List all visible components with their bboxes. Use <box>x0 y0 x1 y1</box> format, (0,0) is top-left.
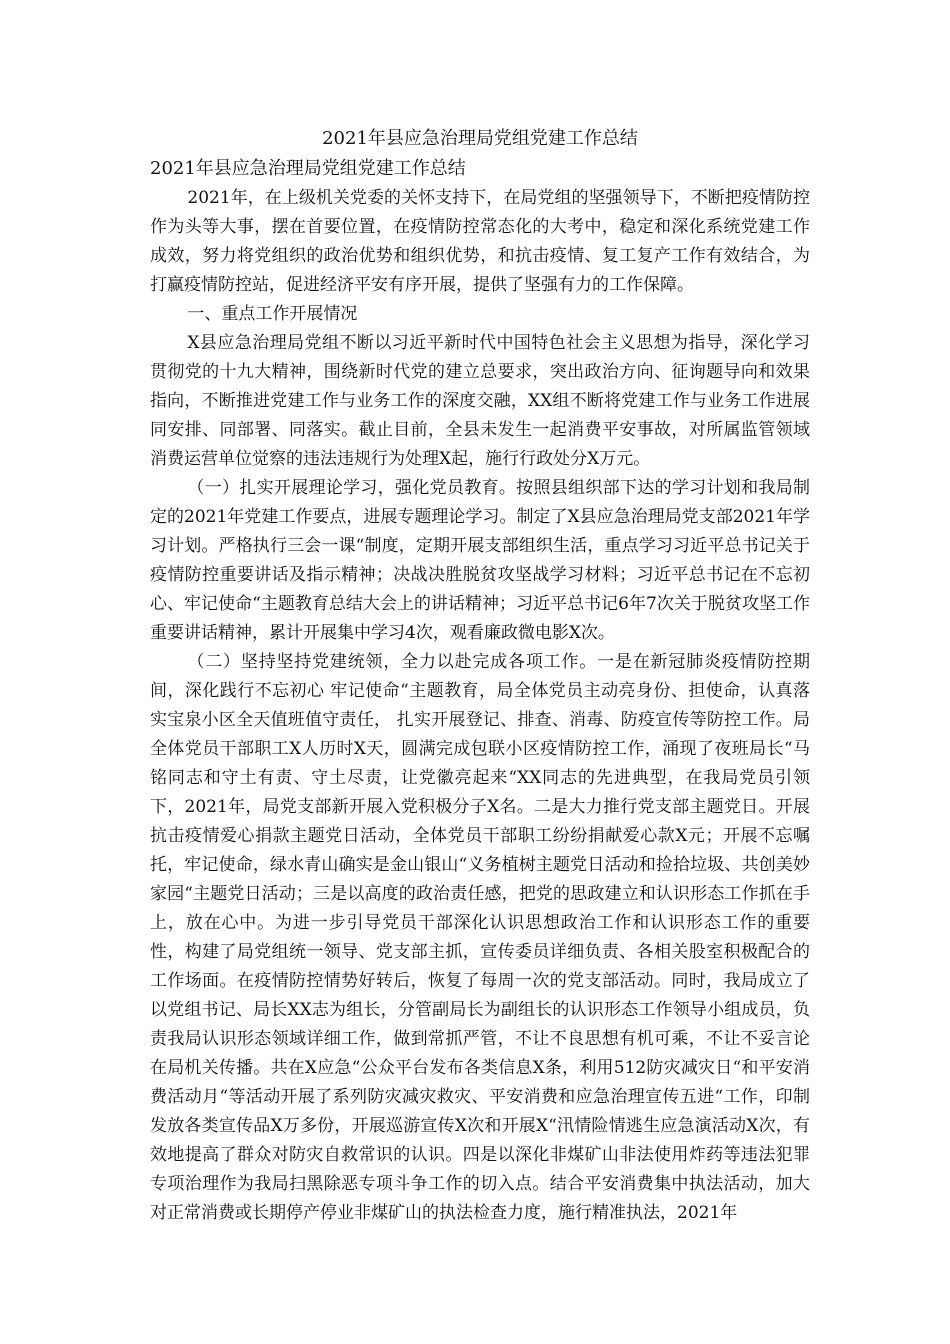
paragraph-intro: 2021年，在上级机关党委的关怀支持下，在局党组的坚强领导下，不断把疫情防控作为头等大事，摆在首要位置，在疫情防控常态化的大考中，稳定和深化系统党建工作成效，努力将党组织的政治优势和组织优势，和抗击疫情、复工复产工作有效结合，为打赢疫情防控站，促进经济平安有序开展，提供了坚强有力的工作保障。 <box>150 188 810 295</box>
paragraph-theory-study: （一）扎实开展理论学习，强化党员教育。按照县组织部下达的学习计划和我局制定的2021年党建工作要点，进展专题理论学习。制定了X县应急治理局党支部2021年学习计划。严格执行三会一课“制度，定期开展支部组织生活，重点学习习近平总书记关于疫情防控重要讲话及指示精神；决战决胜脱贫攻坚战学习材料；习近平总书记在不忘初心、牢记使命“主题教育总结大会上的讲话精神；习近平总书记6年7次关于脱贫攻坚工作重要讲话精神，累计开展集中学习4次，观看廉政微电影X次。 <box>150 478 810 643</box>
document-title: 2021年县应急治理局党组党建工作总结 <box>322 128 638 149</box>
document-page <box>150 124 810 1228</box>
document-subtitle: 2021年县应急治理局党组党建工作总结 <box>150 158 466 179</box>
section-heading-key-work: 一、重点工作开展情况 <box>187 304 358 324</box>
paragraph-overview: X县应急治理局党组不断以习近平新时代中国特色社会主义思想为指导，深化学习贯彻党的十九大精神，围绕新时代党的建立总要求，突出政治方向、征询题导向和效果指向，不断推进党建工作与业务工作的深度交融，XX组不断将党建工作与业务工作进展同安排、同部署、同落实。截止目前，全县未发生一起消费平安事故，对所属监管领域消费运营单位觉察的违法违规行为处理X起，施行行政处分X万元。 <box>150 333 810 469</box>
paragraph-party-leadership: （二）坚持坚持党建统领，全力以赴完成各项工作。一是在新冠肺炎疫情防控期间，深化践行不忘初心 牢记使命“主题教育，局全体党员主动亮身份、担使命，认真落实宝泉小区全天值班值守责任， 扎实开展登记、排查、消毒、防疫宣传等防控工作。局全体党员干部职工X人历时X天，圆满完成包联小区疫情防控工作，涌现了夜班局长“马铭同志和守土有责、守土尽责，让党徽亮起来“XX同志的先进典型，在我局党员引领下，2021年，局党支部新开展入党积极分子X名。二是大力推行党支部主题党日。开展抗击疫情爱心捐款主题党日活动，全体党员干部职工纷纷捐献爱心款X元；开展不忘嘱托，牢记使命，绿水青山确实是金山银山“义务植树主题党日活动和捡拾垃圾、共创美妙家园“主题党日活动；三是以高度的政治责任感，把党的思政建立和认识形态工作抓在手上，放在心中。为进一步引导党员干部深化认识思想政治工作和认识形态工作的重要性，构建了局党组统一领导、党支部主抓，宣传委员详细负责、各相关股室积极配合的工作场面。在疫情防控情势好转后，恢复了每周一次的党支部活动。同时，我局成立了以党组书记、局长XX志为组长，分管副局长为副组长的认识形态工作领导小组成员，负责我局认识形态领域详细工作，做到常抓严管，不让不良思想有机可乘，不让不妥言论在局机关传播。共在X应急“公众平台发布各类信息X条，利用512防灾减灾日“和平安消费活动月“等活动开展了系列防灾减灾救灾、平安消费和应急治理宣传五进“工作，印制发放各类宣传品X万多份，开展巡游宣传X次和开展X“汛情险情逃生应急演活动X次，有效地提高了群众对防灾自救常识的认识。四是以深化非煤矿山非法使用炸药等违法犯罪专项治理作为我局扫黑除恶专项斗争工作的切入点。结合平安消费集中执法活动，加大对正常消费或长期停产停业非煤矿山的执法检查力度，施行精准执法，2021年 <box>150 652 810 1223</box>
